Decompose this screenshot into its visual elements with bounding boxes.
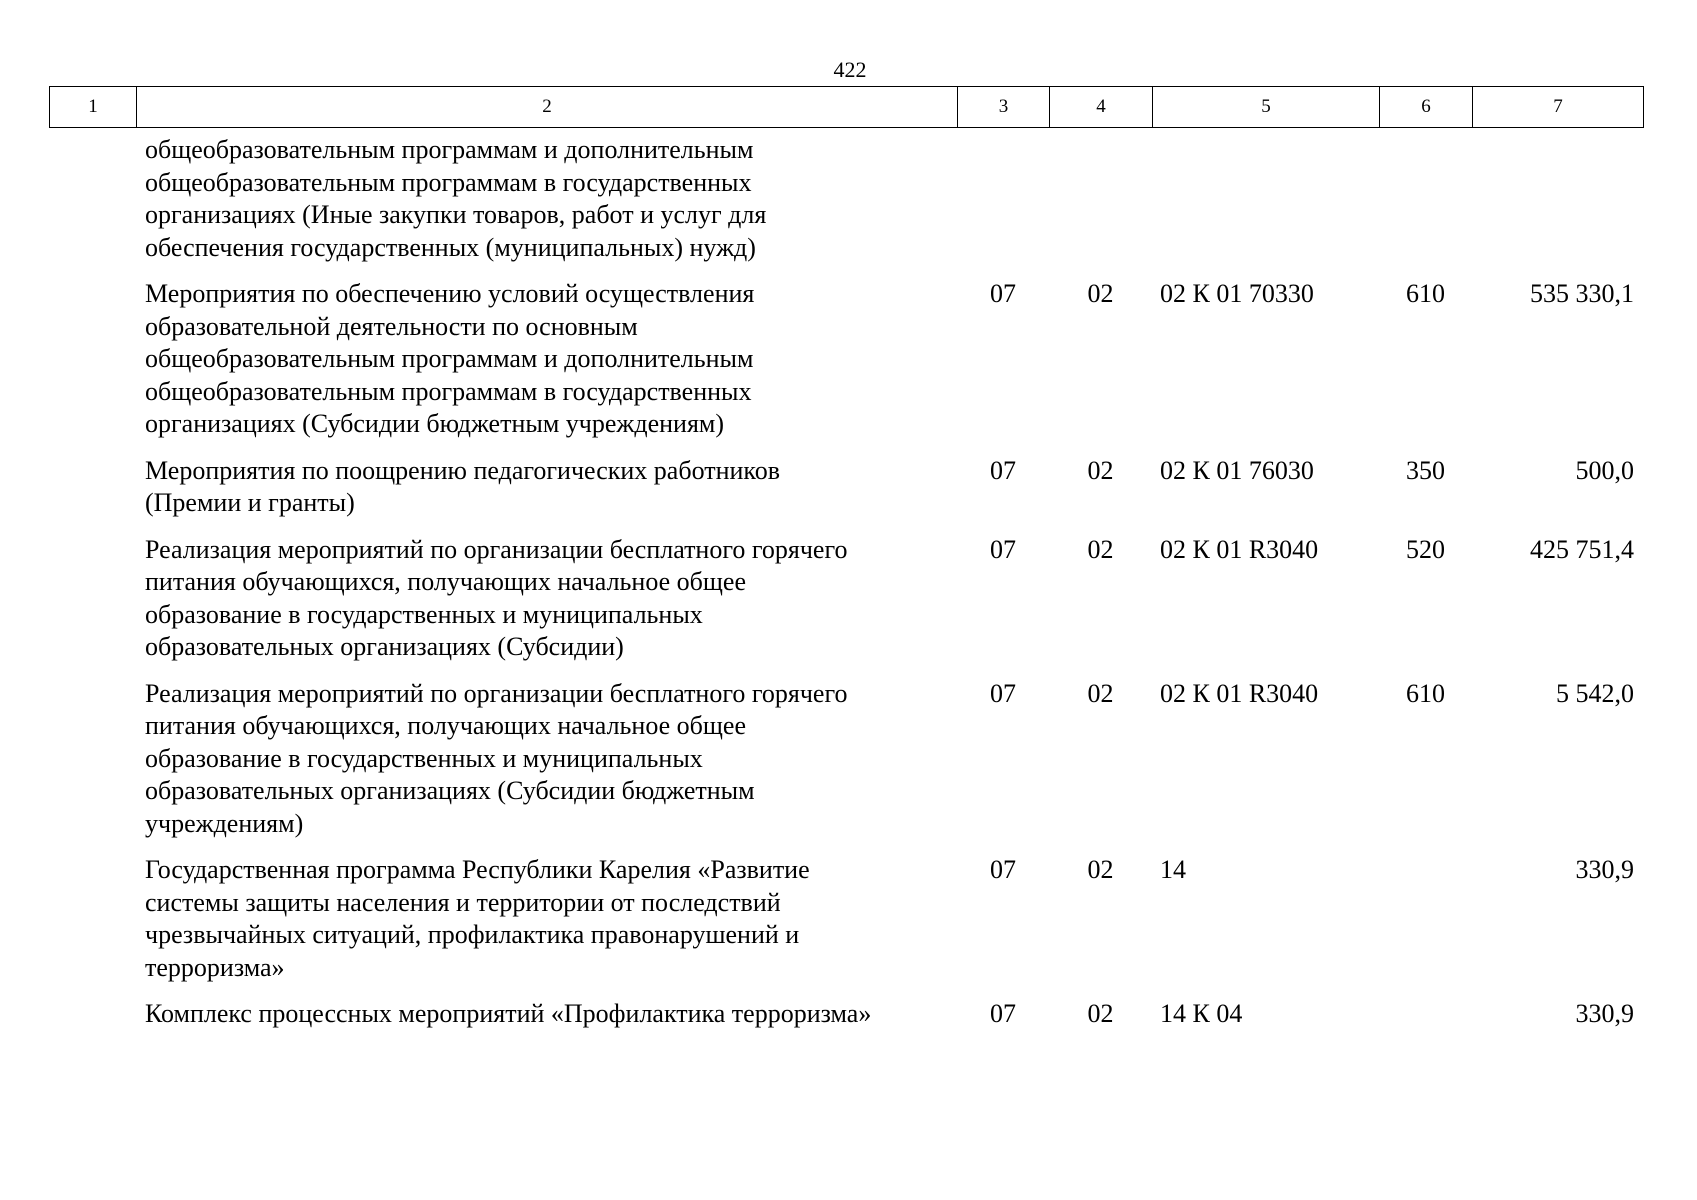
cell-expense-type	[1379, 134, 1472, 264]
cell-expense-type: 610	[1406, 279, 1445, 308]
cell-description	[136, 678, 957, 841]
header-col-7: 7	[1553, 96, 1563, 117]
description-line: Комплекс процессных мероприятий «Профилактика терроризма»	[145, 999, 872, 1028]
description-line: обеспечения государственных (муниципальных) нужд)	[145, 232, 756, 262]
cell-description	[136, 534, 957, 664]
description-line: общеобразовательным программам в государственных	[145, 376, 752, 406]
description-line: образование в государственных и муниципальных	[145, 743, 703, 773]
cell-subsection: 02	[1087, 279, 1114, 308]
table-row	[49, 134, 1642, 264]
description-line: образовательных организациях (Субсидии бюджетным	[145, 776, 755, 805]
header-col-3: 3	[958, 87, 1050, 127]
header-col-1: 1	[50, 87, 137, 127]
cell-description	[136, 998, 957, 1031]
cell-target-article: 02 К 01 70330	[1160, 279, 1314, 308]
cell-col-1	[49, 534, 136, 664]
cell-section: 07	[990, 999, 1016, 1028]
table-row	[49, 455, 1642, 520]
description-line: образовательных организациях (Субсидии)	[145, 632, 624, 661]
table-row	[49, 534, 1642, 664]
cell-target-article: 14	[1160, 855, 1186, 884]
table-body	[49, 134, 1642, 1045]
cell-target-article: 02 К 01 76030	[1160, 455, 1314, 485]
description-line: терроризма»	[145, 952, 285, 982]
description-line: Мероприятия по поощрению педагогических работников	[145, 455, 781, 485]
description-line: Реализация мероприятий по организации бесплатного горячего	[145, 678, 848, 708]
cell-amount: 535 330,1	[1530, 279, 1634, 308]
header-col-5: 5	[1153, 87, 1380, 127]
cell-description	[136, 134, 957, 264]
table-row	[49, 854, 1642, 984]
description-line: организациях (Иные закупки товаров, работ и услуг для	[145, 200, 767, 229]
cell-expense-type: 610	[1406, 678, 1445, 708]
description-line: (Премии и гранты)	[145, 488, 355, 517]
cell-subsection: 02	[1087, 999, 1114, 1028]
cell-section	[957, 134, 1049, 264]
description-line: учреждениям)	[145, 808, 304, 838]
cell-target-article: 02 К 01 R3040	[1160, 534, 1319, 564]
cell-expense-type	[1379, 854, 1472, 984]
cell-amount: 330,9	[1575, 999, 1634, 1028]
cell-expense-type: 520	[1406, 534, 1445, 564]
cell-col-1	[49, 455, 136, 520]
cell-col-1	[49, 678, 136, 841]
table-row	[49, 278, 1642, 441]
cell-section: 07	[990, 678, 1016, 708]
cell-target-article	[1152, 134, 1379, 264]
cell-subsection: 02	[1087, 455, 1114, 485]
header-col-2: 2	[137, 87, 958, 127]
cell-subsection	[1049, 134, 1152, 264]
cell-expense-type	[1379, 998, 1472, 1031]
cell-amount: 500,0	[1575, 455, 1634, 485]
description-line: организациях (Субсидии бюджетным учреждениям)	[145, 409, 725, 438]
cell-col-1	[49, 134, 136, 264]
cell-amount: 5 542,0	[1556, 678, 1634, 708]
cell-col-1	[49, 854, 136, 984]
description-line: образование в государственных и муниципальных	[145, 599, 703, 629]
cell-col-1	[49, 998, 136, 1031]
cell-subsection: 02	[1087, 855, 1114, 884]
description-line: чрезвычайных ситуаций, профилактика правонарушений и	[145, 920, 800, 949]
cell-amount: 330,9	[1575, 855, 1634, 884]
cell-section: 07	[990, 279, 1016, 308]
page-number: 422	[833, 57, 867, 82]
cell-amount	[1472, 134, 1642, 264]
header-col-4: 4	[1050, 87, 1153, 127]
cell-target-article: 14 К 04	[1160, 999, 1243, 1028]
description-line: Государственная программа Республики Карелия «Развитие	[145, 855, 810, 884]
cell-section: 07	[990, 855, 1016, 884]
cell-subsection: 02	[1087, 534, 1114, 564]
description-line: общеобразовательным программам в государственных	[145, 167, 752, 197]
cell-target-article: 02 К 01 R3040	[1160, 678, 1319, 708]
cell-amount: 425 751,4	[1530, 534, 1634, 564]
cell-description	[136, 455, 957, 520]
description-line: общеобразовательным программам и дополнительным	[145, 344, 754, 373]
cell-expense-type: 350	[1406, 455, 1445, 485]
cell-col-1	[49, 278, 136, 441]
description-line: Мероприятия по обеспечению условий осуществления	[145, 279, 755, 308]
table-header	[49, 86, 1644, 128]
cell-section: 07	[990, 455, 1016, 485]
description-line: Реализация мероприятий по организации бесплатного горячего	[145, 534, 848, 564]
header-col-6: 6	[1380, 87, 1473, 127]
cell-subsection: 02	[1087, 678, 1114, 708]
cell-section: 07	[990, 534, 1016, 564]
table-row	[49, 678, 1642, 841]
cell-description	[136, 854, 957, 984]
table-row	[49, 998, 1642, 1031]
cell-description	[136, 278, 957, 441]
description-line: системы защиты населения и территории от последствий	[145, 887, 781, 917]
description-line: питания обучающихся, получающих начальное общее	[145, 711, 747, 740]
description-line: общеобразовательным программам и дополнительным	[145, 135, 754, 164]
description-line: образовательной деятельности по основным	[145, 311, 638, 341]
description-line: питания обучающихся, получающих начальное общее	[145, 567, 747, 596]
